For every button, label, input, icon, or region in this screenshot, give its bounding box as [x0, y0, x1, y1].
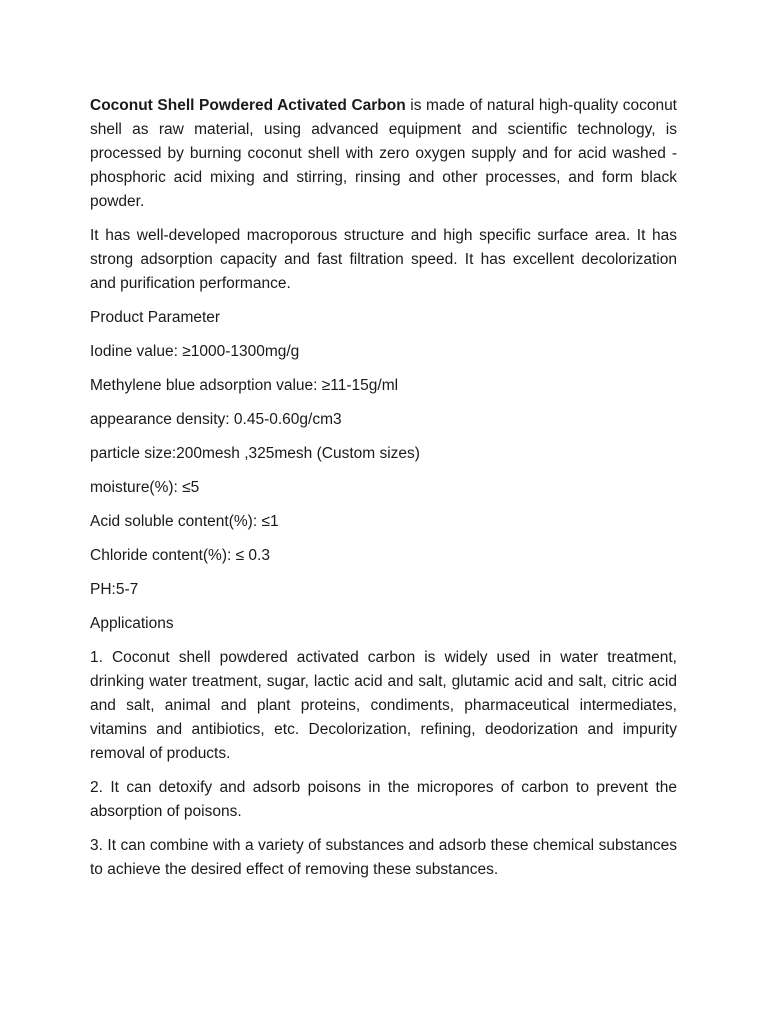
parameters-heading: Product Parameter [90, 309, 221, 326]
parameter-ph: PH:5-7 [90, 581, 139, 598]
document-page [90, 94, 677, 892]
parameter-iodine: Iodine value: ≥1000-1300mg/g [90, 343, 300, 360]
parameter-acid-soluble: Acid soluble content(%): ≤1 [90, 513, 279, 530]
description-paragraph: It has well-developed macroporous structure and high specific surface area. It has strong adsorption capacity and fast filtration speed. It has excellent decolorization and purification performance. [90, 227, 677, 292]
intro-text: is made of natural high-quality coconut shell as raw material, using advanced equipment and scientific technology, is processed by burning coconut shell with zero oxygen supply and for acid washed - phosphoric acid mixing and stirring, rinsing and other processes, and form black powder. [90, 97, 677, 210]
parameter-chloride: Chloride content(%): ≤ 0.3 [90, 547, 270, 564]
applications-heading: Applications [90, 615, 174, 632]
parameter-methylene-blue: Methylene blue adsorption value: ≥11-15g/ml [90, 377, 399, 394]
intro-paragraph [90, 94, 677, 214]
application-item-2: 2. It can detoxify and adsorb poisons in the micropores of carbon to prevent the absorption of poisons. [90, 779, 677, 820]
parameter-particle-size: particle size:200mesh ,325mesh (Custom sizes) [90, 445, 420, 462]
application-item-3: 3. It can combine with a variety of substances and adsorb these chemical substances to achieve the desired effect of removing these substances. [90, 837, 677, 878]
parameter-moisture: moisture(%): ≤5 [90, 479, 200, 496]
application-item-1: 1. Coconut shell powdered activated carbon is widely used in water treatment, drinking water treatment, sugar, lactic acid and salt, glutamic acid and salt, citric acid and salt, animal and plant proteins, condiments, pharmaceutical intermediates, vitamins and antibiotics, etc. Decolorization, refining, deodorization and impurity removal of products. [90, 649, 677, 762]
parameter-density: appearance density: 0.45-0.60g/cm3 [90, 411, 342, 428]
product-name: Coconut Shell Powdered Activated Carbon [90, 97, 406, 114]
